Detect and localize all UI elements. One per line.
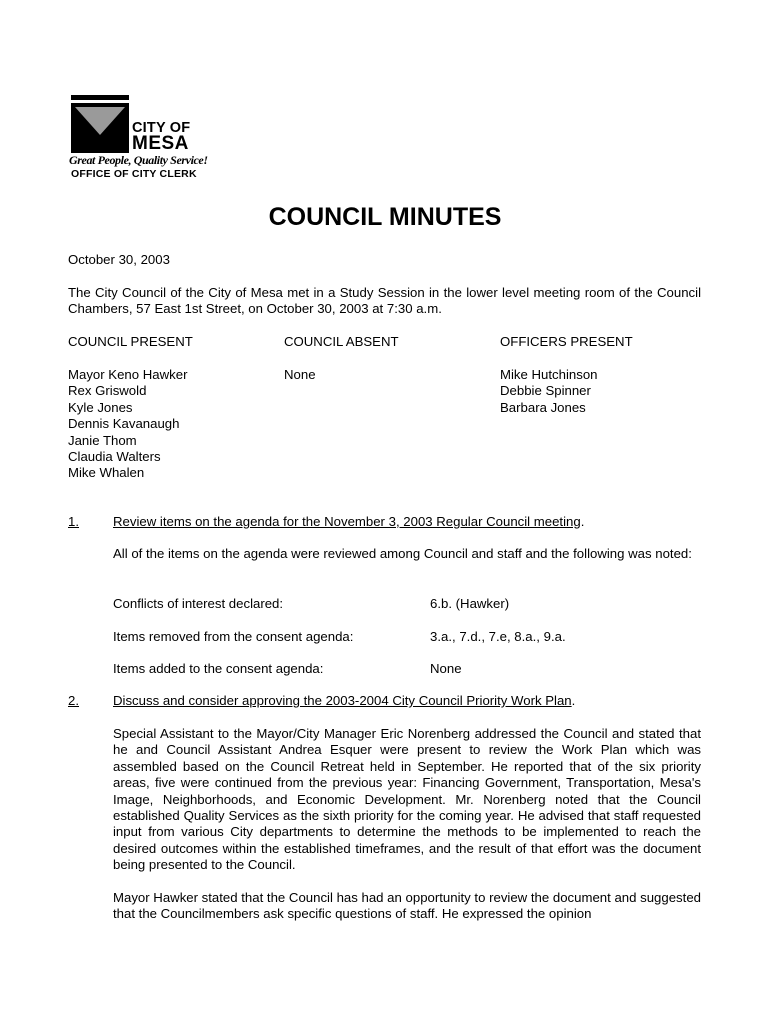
meeting-date: October 30, 2003 <box>68 252 170 267</box>
list-item: None <box>284 367 316 382</box>
list-item: Mike Whalen <box>68 465 145 481</box>
officers-present-list <box>500 367 597 416</box>
council-present-list <box>68 367 187 482</box>
list-item: Kyle Jones <box>68 399 133 415</box>
item-2-paragraph-1: Special Assistant to the Mayor/City Manager Eric Norenberg addressed the Council and stated that he and Council Assistant Andrea Esquer were present to review the Work Plan which was assembled based on the Council Retreat held in September. He reported that of the six priority areas, five were continued from the previous year: Financing Government, Transportation, Mesa's Image, Neighborhoods, and Economic Development. Mr. Norenberg noted that the Council established Quality Services as the sixth priority for the coming year. He advised that staff requested input from various City departments to determine the methods to be implemented to reach the desired outcomes within the established timeframes, and the result of that effort was the document being presented to the Council. <box>113 726 701 873</box>
council-absent-list <box>284 367 316 383</box>
removed-label: Items removed from the consent agenda: <box>113 629 354 644</box>
list-item: Janie Thom <box>68 432 137 448</box>
item-1-number: 1. <box>68 514 79 529</box>
council-present-heading: COUNCIL PRESENT <box>68 334 193 349</box>
added-label: Items added to the consent agenda: <box>113 661 324 676</box>
document-title: COUNCIL MINUTES <box>268 203 502 231</box>
item-2-number: 2. <box>68 693 79 708</box>
logo-city-text: CITY OF <box>132 120 191 136</box>
list-item: Mayor Keno Hawker <box>68 367 188 382</box>
office-label: OFFICE OF CITY CLERK <box>71 168 197 180</box>
officers-present-heading: OFFICERS PRESENT <box>500 334 633 349</box>
city-logo-mark <box>71 95 129 153</box>
item-2-heading: Discuss and consider approving the 2003-2004 City Council Priority Work Plan. <box>113 693 576 708</box>
council-absent-heading: COUNCIL ABSENT <box>284 334 399 349</box>
list-item: Rex Griswold <box>68 383 147 399</box>
conflicts-value: 6.b. (Hawker) <box>430 596 510 611</box>
removed-value: 3.a., 7.d., 7.e, 8.a., 9.a. <box>430 629 566 644</box>
list-item: Claudia Walters <box>68 449 161 465</box>
list-item: Barbara Jones <box>500 399 586 415</box>
list-item: Dennis Kavanaugh <box>68 416 180 432</box>
logo-tagline: Great People, Quality Service! <box>69 153 208 167</box>
item-1-heading: Review items on the agenda for the November 3, 2003 Regular Council meeting. <box>113 514 585 529</box>
item-2-paragraph-2: Mayor Hawker stated that the Council has had an opportunity to review the document and suggested that the Councilmembers ask specific questions of staff. He expressed the opinion <box>113 890 701 922</box>
logo-mesa-text: MESA <box>132 133 189 154</box>
list-item: Debbie Spinner <box>500 383 591 399</box>
item-1-intro: All of the items on the agenda were reviewed among Council and staff and the following was noted: <box>113 546 692 561</box>
intro-paragraph: The City Council of the City of Mesa met in a Study Session in the lower level meeting room of the Council Chambers, 57 East 1st Street, on October 30, 2003 at 7:30 a.m. <box>68 285 701 317</box>
list-item: Mike Hutchinson <box>500 367 598 382</box>
conflicts-label: Conflicts of interest declared: <box>113 596 284 611</box>
added-value: None <box>430 661 462 676</box>
